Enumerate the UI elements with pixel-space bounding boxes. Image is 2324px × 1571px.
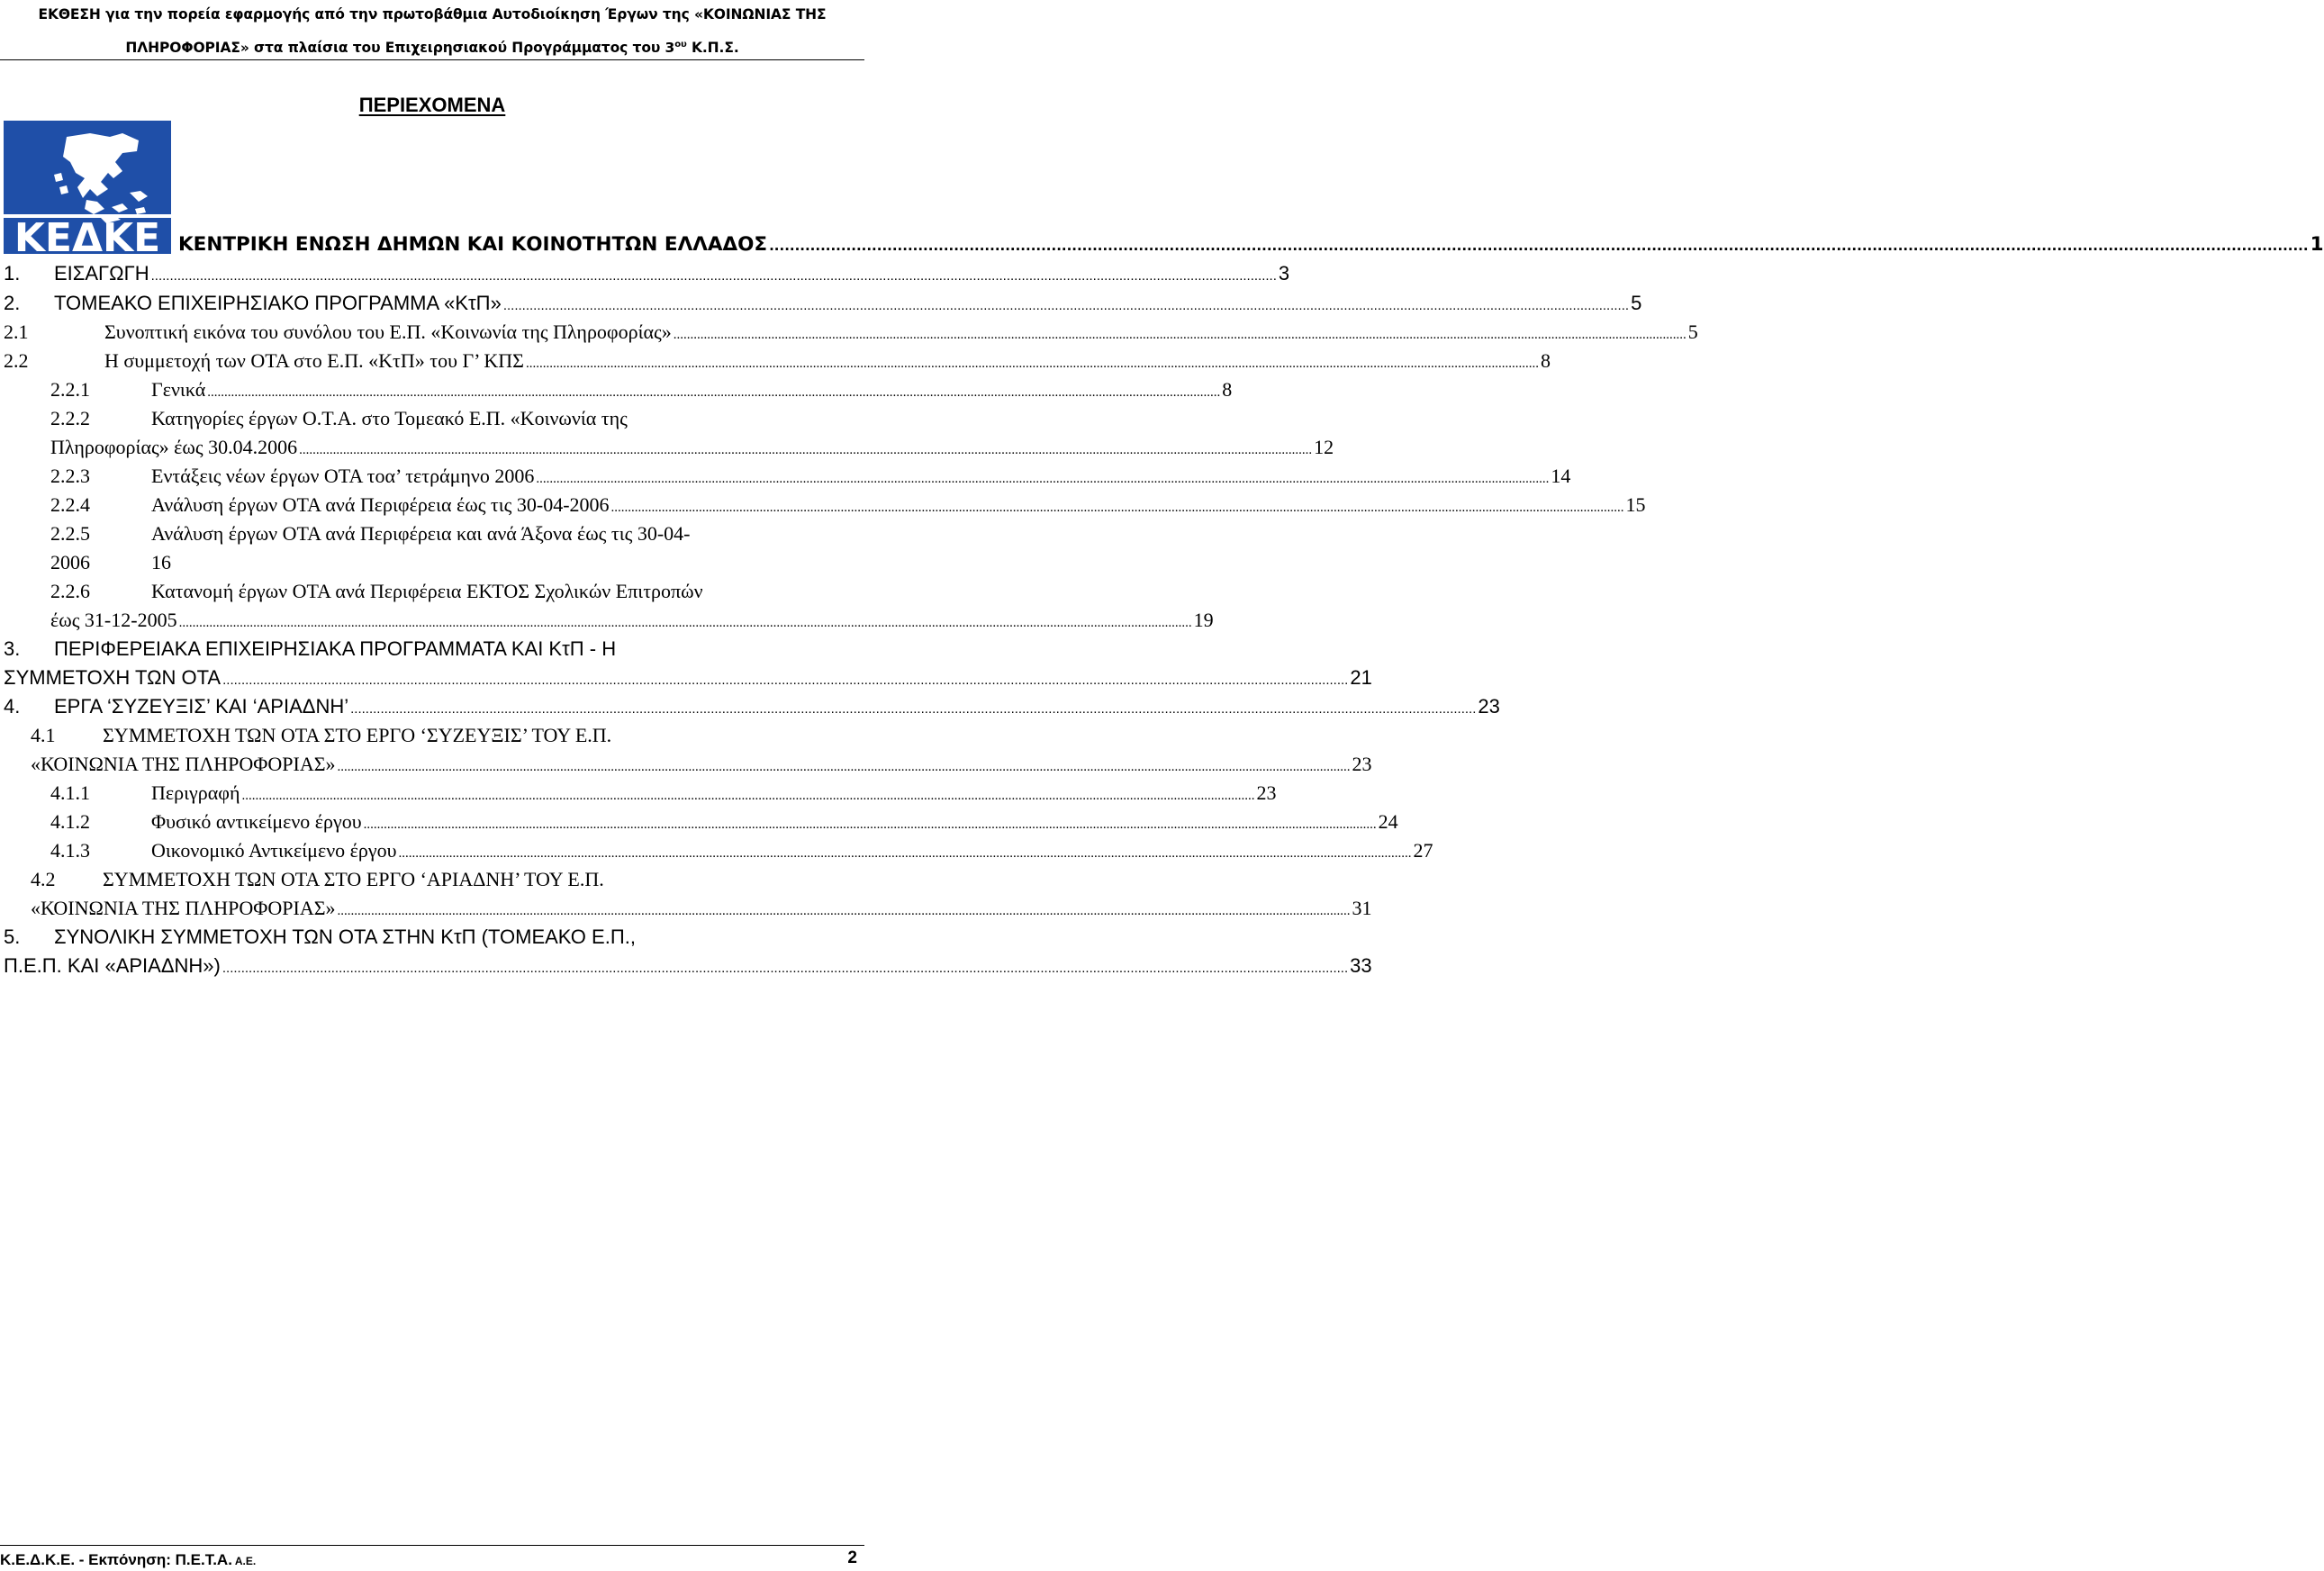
toc-entry-4-1-2[interactable] bbox=[50, 808, 1398, 839]
toc-page-number: 16 bbox=[151, 551, 171, 573]
header-superscript: ου bbox=[674, 40, 687, 50]
toc-entry-text: Συνοπτική εικόνα του συνόλου του Ε.Π. «Κοινωνία της Πληροφορίας» bbox=[104, 321, 672, 343]
toc-page-number: 27 bbox=[1413, 839, 1433, 862]
toc-entry-2-2-5[interactable] bbox=[50, 519, 691, 548]
toc-entry-text: Πληροφορίας» έως 30.04.2006 bbox=[50, 436, 298, 458]
toc-entry-2[interactable] bbox=[4, 289, 1642, 321]
toc-entry-text: «ΚΟΙΝΩΝΙΑ ΤΗΣ ΠΛΗΡΟΦΟΡΙΑΣ» bbox=[31, 897, 336, 919]
toc-entry-number: 2.2.3 bbox=[50, 465, 90, 487]
toc-entry-text: 2006 bbox=[50, 551, 90, 573]
toc-entry-number: 4.1.2 bbox=[50, 810, 90, 833]
toc-entry-5-cont[interactable] bbox=[4, 952, 1372, 983]
footer-credit-suffix: Α.Ε. bbox=[231, 1555, 257, 1567]
page-title: ΠΕΡΙΕΧΟΜΕΝΑ bbox=[358, 94, 506, 116]
dot-leader: ............................................................................................................................................................................................................................................................................................................ bbox=[222, 961, 1349, 976]
running-header bbox=[0, 0, 864, 63]
toc-entry-4-2-cont[interactable] bbox=[31, 894, 1372, 925]
toc-entry-2-2-6-cont[interactable] bbox=[50, 606, 1214, 637]
toc-page-number: 31 bbox=[1352, 897, 1372, 919]
footer-divider bbox=[0, 1545, 864, 1546]
toc-entry-number: 4.1.1 bbox=[50, 781, 90, 804]
header-line-1: ΕΚΘΕΣΗ για την πορεία εφαρμογής από την πρωτοβάθμια Αυτοδιοίκηση Έργων της «ΚΟΙΝΩΝΙΑΣ ΤΗΣ bbox=[38, 6, 827, 23]
toc-entry-text: Π.Ε.Π. ΚΑΙ «ΑΡΙΑΔΝΗ») bbox=[4, 954, 221, 977]
toc-entry-3[interactable] bbox=[4, 635, 616, 664]
toc-entry-3-cont[interactable] bbox=[4, 664, 1372, 695]
toc-entry-4-2[interactable] bbox=[31, 865, 604, 894]
toc-entry-text: ΠΕΡΙΦΕΡΕΙΑΚΑ ΕΠΙΧΕΙΡΗΣΙΑΚΑ ΠΡΟΓΡΑΜΜΑΤΑ ΚΑΙ ΚτΠ - Η bbox=[54, 637, 617, 660]
dot-leader: ............................................................................................................................................................................................................................................................................................................ bbox=[536, 472, 1550, 486]
toc-entry-number: 4.2 bbox=[31, 868, 56, 890]
toc-entry-text: ΤΟΜΕΑΚΟ ΕΠΙΧΕΙΡΗΣΙΑΚΟ ΠΡΟΓΡΑΜΜΑ «ΚτΠ» bbox=[54, 292, 502, 314]
dot-leader: ............................................................................................................................................................................................................................................................................................................ bbox=[178, 616, 1192, 630]
toc-entry-number: 4.1.3 bbox=[50, 839, 90, 862]
toc-entry-4[interactable] bbox=[4, 692, 1500, 724]
toc-entry-5[interactable] bbox=[4, 923, 636, 952]
toc-entry-kedke[interactable] bbox=[178, 230, 2324, 260]
toc-entry-number: 5. bbox=[4, 925, 21, 948]
toc-entry-4-1[interactable] bbox=[31, 721, 611, 750]
toc-page-number: 15 bbox=[1625, 493, 1646, 516]
logo-wordmark: ΚΕΔΚΕ bbox=[14, 215, 161, 261]
toc-page-number: 19 bbox=[1193, 609, 1214, 631]
toc-page-number: 23 bbox=[1478, 695, 1500, 718]
header-line-2 bbox=[0, 30, 864, 63]
toc-entry-text: Κατηγορίες έργων Ο.Τ.Α. στο Τομεακό Ε.Π. «Κοινωνία της bbox=[151, 407, 628, 429]
toc-page-number: 5 bbox=[1687, 321, 1698, 343]
toc-entry-number: 1. bbox=[4, 262, 21, 284]
toc-entry-2-2-4[interactable] bbox=[50, 491, 1646, 522]
toc-entry-text: ΕΙΣΑΓΩΓΗ bbox=[54, 262, 149, 284]
toc-entry-text: ΣΥΜΜΕΤΟΧΗ ΤΩΝ ΟΤΑ ΣΤΟ ΕΡΓΟ ‘ΑΡΙΑΔΝΗ’ ΤΟΥ Ε.Π. bbox=[103, 868, 604, 890]
toc-entry-text: Περιγραφή bbox=[151, 781, 240, 804]
toc-entry-text: Φυσικό αντικείμενο έργου bbox=[151, 810, 362, 833]
toc-entry-text: Εντάξεις νέων έργων ΟΤΑ τοα’ τετράμηνο 2006 bbox=[151, 465, 535, 487]
dot-leader: ............................................................................................................................................................................................................................................................................................................ bbox=[222, 673, 1349, 688]
toc-entry-number: 2.2.4 bbox=[50, 493, 90, 516]
toc-entry-number: 2.2 bbox=[4, 349, 29, 372]
footer-page-number: 2 bbox=[847, 1548, 857, 1567]
toc-entry-text: Ανάλυση έργων ΟΤΑ ανά Περιφέρεια και ανά Άξονα έως τις 30-04- bbox=[151, 522, 691, 545]
toc-entry-text: ΣΥΜΜΕΤΟΧΗ ΤΩΝ ΟΤΑ bbox=[4, 666, 222, 689]
dot-leader: ............................................................................................................................................................................................................................................................................................................ bbox=[502, 298, 1630, 313]
toc-entry-number: 2.1 bbox=[4, 321, 29, 343]
toc-entry-text: Η συμμετοχή των ΟΤΑ στο Ε.Π. «ΚτΠ» του Γ’ ΚΠΣ bbox=[104, 349, 524, 372]
toc-entry-text: Γενικά bbox=[151, 378, 206, 401]
dot-leader: ............................................................................................................................................................................................................................................................................................................ bbox=[150, 268, 1277, 284]
toc-entry-2-2-1[interactable] bbox=[50, 375, 1233, 407]
toc-entry-number: 4.1 bbox=[31, 724, 56, 746]
dot-leader: ............................................................................................................................................................................................................................................................................................................ bbox=[337, 760, 1351, 774]
toc-page-number: 14 bbox=[1551, 465, 1571, 487]
toc-entry-number: 2.2.2 bbox=[50, 407, 90, 429]
toc-entry-text: «ΚΟΙΝΩΝΙΑ ΤΗΣ ΠΛΗΡΟΦΟΡΙΑΣ» bbox=[31, 753, 336, 775]
toc-entry-4-1-3[interactable] bbox=[50, 836, 1433, 868]
toc-page-number: 8 bbox=[1222, 378, 1233, 401]
toc-entry-text: Κατανομή έργων ΟΤΑ ανά Περιφέρεια ΕΚΤΟΣ Σχολικών Επιτροπών bbox=[151, 580, 703, 602]
toc-page-number: 21 bbox=[1350, 666, 1372, 689]
toc-entry-2-2[interactable] bbox=[4, 347, 1551, 378]
dot-leader: ............................................................................................................................................................................................................................................................................................................ bbox=[610, 501, 1624, 515]
toc-entry-number: 2.2.6 bbox=[50, 580, 90, 602]
dot-leader: ............................................................................................................................................................................................................................................................................................................ bbox=[299, 443, 1313, 457]
footer-credit bbox=[0, 1550, 256, 1571]
toc-entry-2-1[interactable] bbox=[4, 318, 1698, 349]
dot-leader: ............................................................................................................................................................................................................................................................................................................ bbox=[350, 701, 1477, 717]
toc-entry-text: Ανάλυση έργων ΟΤΑ ανά Περιφέρεια έως τις 30-04-2006 bbox=[151, 493, 610, 516]
toc-page-number: 23 bbox=[1256, 781, 1277, 804]
toc-entry-text: Οικονομικό Αντικείμενο έργου bbox=[151, 839, 397, 862]
toc-entry-2-2-2[interactable] bbox=[50, 404, 628, 433]
toc-entry-text: έως 31-12-2005 bbox=[50, 609, 177, 631]
dot-leader: ............................................................................................................................................................................................................................................................................................................ bbox=[525, 357, 1539, 371]
kedke-logo bbox=[4, 121, 171, 261]
toc-entry-text: ΣΥΜΜΕΤΟΧΗ ΤΩΝ ΟΤΑ ΣΤΟ ΕΡΓΟ ‘ΣΥΖΕΥΞΙΣ’ ΤΟΥ Ε.Π. bbox=[103, 724, 612, 746]
dot-leader: ............................................................................................................................................................................................................................................................................................................ bbox=[398, 846, 1412, 861]
toc-entry-text: ΚΕΝΤΡΙΚΗ ΕΝΩΣΗ ΔΗΜΩΝ ΚΑΙ ΚΟΙΝΟΤΗΤΩΝ ΕΛΛΑΔΟΣ bbox=[178, 233, 768, 256]
toc-entry-number: 2.2.1 bbox=[50, 378, 90, 401]
header-divider bbox=[0, 59, 864, 60]
dot-leader: ............................................................................................................................................................................................................................................................................................................ bbox=[769, 238, 2309, 254]
header-line-2-end: Κ.Π.Σ. bbox=[686, 40, 739, 56]
toc-entry-2-2-5-cont[interactable] bbox=[50, 548, 171, 577]
dot-leader: ............................................................................................................................................................................................................................................................................................................ bbox=[207, 385, 1221, 400]
toc-entry-1[interactable] bbox=[4, 259, 1290, 291]
toc-entry-number: 3. bbox=[4, 637, 21, 660]
toc-entry-2-2-6[interactable] bbox=[50, 577, 703, 606]
toc-page-number: 3 bbox=[1278, 262, 1290, 284]
toc-page-number: 23 bbox=[1352, 753, 1372, 775]
toc-page-number: 33 bbox=[1350, 954, 1372, 977]
toc-page-number: 24 bbox=[1378, 810, 1398, 833]
toc-page-number: 12 bbox=[1314, 436, 1334, 458]
toc-entry-text: ΣΥΝΟΛΙΚΗ ΣΥΜΜΕΤΟΧΗ ΤΩΝ ΟΤΑ ΣΤΗΝ ΚτΠ (ΤΟΜΕΑΚΟ Ε.Π., bbox=[54, 925, 636, 948]
toc-entry-4-1-1[interactable] bbox=[50, 779, 1277, 810]
toc-page-number: 8 bbox=[1540, 349, 1551, 372]
toc-page-number: 5 bbox=[1631, 292, 1642, 314]
toc-entry-text: ΕΡΓΑ ‘ΣΥΖΕΥΞΙΣ’ ΚΑΙ ‘ΑΡΙΑΔΝΗ’ bbox=[54, 695, 349, 718]
dot-leader: ............................................................................................................................................................................................................................................................................................................ bbox=[241, 789, 1255, 803]
dot-leader: ............................................................................................................................................................................................................................................................................................................ bbox=[363, 817, 1377, 832]
toc-page-number: 1 bbox=[2310, 233, 2324, 256]
footer-credit-text: Κ.Ε.Δ.Κ.Ε. - Εκπόνηση: Π.Ε.Τ.Α. bbox=[0, 1551, 232, 1568]
toc-entry-number: 2.2.5 bbox=[50, 522, 90, 545]
toc-entry-number: 4. bbox=[4, 695, 21, 718]
toc-entry-number: 2. bbox=[4, 292, 21, 314]
toc-entry-2-2-2-cont[interactable] bbox=[50, 433, 1334, 465]
dot-leader: ............................................................................................................................................................................................................................................................................................................ bbox=[337, 904, 1351, 918]
toc-entry-2-2-3[interactable] bbox=[50, 462, 1571, 493]
toc-entry-4-1-cont[interactable] bbox=[31, 750, 1372, 781]
header-line-2-text: ΠΛΗΡΟΦΟΡΙΑΣ» στα πλαίσια του Επιχειρησιακού Προγράμματος του 3 bbox=[125, 40, 675, 56]
dot-leader: ............................................................................................................................................................................................................................................................................................................ bbox=[673, 328, 1686, 342]
